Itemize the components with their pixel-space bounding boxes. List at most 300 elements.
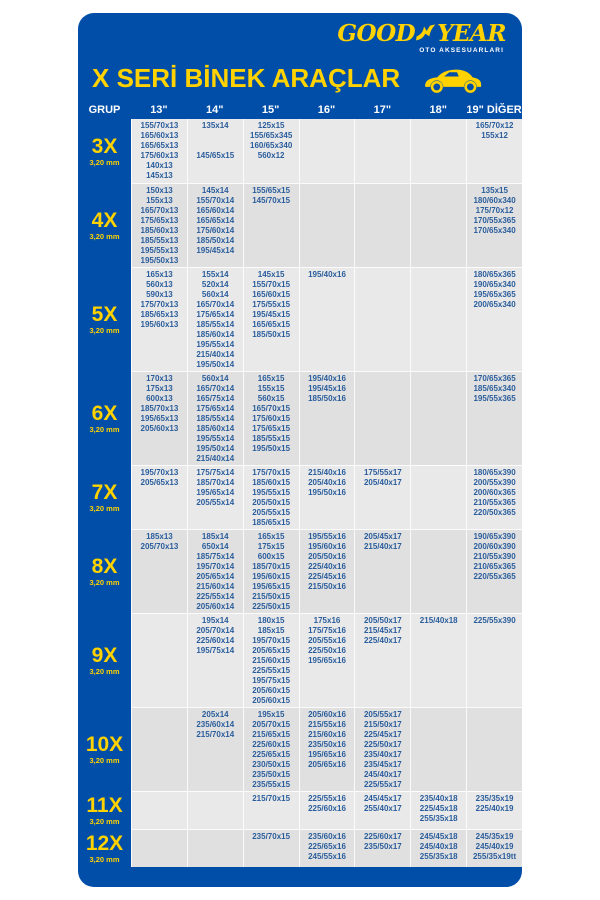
size-cell [466,465,522,529]
size-value: 195/60x16 [308,542,346,551]
size-cell [299,267,355,371]
table-row [78,829,522,867]
column-header-1: 13" [150,104,168,116]
size-value: 195/55x16 [308,532,346,541]
size-value: 210/55x365 [473,498,516,507]
size-value: 175/65x14 [196,404,235,413]
size-value: 650x14 [201,542,229,551]
size-value: 185/65x13 [140,310,179,319]
size-value: 200/60x365 [473,488,516,497]
size-cell [410,183,466,267]
size-cell [187,267,243,371]
size-value: 185/70x15 [252,562,291,571]
size-value: 215/40x18 [419,616,458,625]
size-value: 215/65x15 [252,730,291,739]
size-value: 175x16 [313,616,341,625]
size-value: 180x15 [257,616,285,625]
size-value: 255/35x19tt [472,852,517,861]
size-cell [354,529,410,613]
size-value: 165/70x14 [196,384,235,393]
size-value: 195/55x15 [252,488,291,497]
size-value: 175/55x15 [252,300,291,309]
size-value: 195/70x15 [252,636,291,645]
column-header-row [78,104,522,119]
size-value: 205/40x17 [363,478,402,487]
size-value: 185/65x340 [473,384,516,393]
size-value: 205/65x16 [308,760,346,769]
size-cell [131,267,187,371]
size-value: 175x15 [257,542,285,551]
size-value: 205/40x16 [308,478,346,487]
table-body [78,119,522,867]
size-value: 245/55x16 [308,852,346,861]
size-value: 235/50x17 [363,842,402,851]
group-label [78,183,131,267]
size-value: 185/55x15 [252,434,291,443]
size-value: 195/50x15 [252,444,291,453]
size-value: 205/50x17 [363,616,402,625]
size-value: 245/40x19 [475,842,514,851]
title-row [92,62,522,94]
size-value: 205/60x15 [252,696,291,705]
size-value: 215/40x17 [363,542,402,551]
size-value: 165/60x14 [196,206,235,215]
group-thickness: 3,20 mm [89,816,120,826]
size-value: 215/55x16 [308,720,346,729]
size-value: 205/65x14 [196,572,235,581]
table-row [78,529,522,613]
size-value: 200/65x340 [473,300,516,309]
size-cell [187,119,243,183]
size-value: 195x14 [201,616,229,625]
size-value: 195/75x15 [252,676,291,685]
wingfoot-icon [416,24,436,42]
column-header-3: 15" [261,104,280,116]
size-value: 185/60x14 [196,424,235,433]
size-value: 225/65x16 [308,842,346,851]
size-value: 255/35x18 [419,814,458,823]
size-value: 205/60x16 [308,710,346,719]
size-cell [131,529,187,613]
size-value: 205/70x14 [196,626,235,635]
size-value: 205/60x14 [196,602,235,611]
size-value: 195/65x365 [473,290,516,299]
size-cell [354,119,410,183]
size-value: 135x14 [201,121,229,130]
size-value: 235/60x14 [196,720,235,729]
size-cell [187,183,243,267]
size-cell [466,183,522,267]
size-value: 215/45x17 [363,626,402,635]
size-cell [410,791,466,829]
size-value: 195/55x13 [140,246,179,255]
size-value: 190/65x340 [473,280,516,289]
group-name: 11X [86,793,123,817]
size-value: 185/60x13 [140,226,179,235]
table-row [78,119,522,183]
column-header-5: 17" [373,104,392,116]
size-value: 155/65x15 [252,186,291,195]
size-value: 185/50x14 [196,236,235,245]
group-name: 4X [91,208,118,232]
size-value: 155/70x15 [252,280,291,289]
size-value: 140x13 [146,161,173,170]
size-value: 215/60x16 [308,730,346,739]
size-value: 175/75x14 [196,468,235,477]
size-cell [466,707,522,791]
size-value: 165x15 [257,532,285,541]
size-cell [243,119,299,183]
size-value: 185/70x14 [196,478,235,487]
size-cell [299,183,355,267]
size-cell [243,791,299,829]
size-cell [354,267,410,371]
size-value: 155x15 [257,384,285,393]
size-value: 185x13 [146,532,173,541]
group-name: 12X [85,831,124,855]
size-value: 205/45x17 [363,532,402,541]
size-cell [299,613,355,707]
table-row [78,707,522,791]
size-cell [131,119,187,183]
group-label [78,267,131,371]
size-value: 560x14 [201,290,229,299]
size-value: 195/55x14 [196,434,235,443]
size-value: 195x15 [257,710,285,719]
size-value: 225/60x15 [252,740,291,749]
size-value: 185/75x14 [196,552,235,561]
size-value: 215/40x16 [308,468,346,477]
logo-text-year: YEAR [437,20,506,47]
size-cell [354,791,410,829]
size-value: 195/65x16 [308,656,346,665]
size-cell [354,613,410,707]
size-value: 175/65x15 [252,424,291,433]
size-value: 190/65x390 [473,532,516,541]
size-value: 165/75x14 [196,394,235,403]
size-value: 245/35x19 [475,832,514,841]
size-value: 195/50x14 [196,360,235,369]
size-value: 235/40x17 [363,750,402,759]
size-value: 195/50x14 [196,444,235,453]
size-cell [466,829,522,867]
size-value: 600x15 [257,552,285,561]
size-value: 230/50x15 [252,760,291,769]
group-name: 9X [91,643,118,667]
size-value: 590x13 [146,290,173,299]
group-thickness: 3,20 mm [89,666,120,676]
size-value: 225/60x14 [196,636,235,645]
size-value: 215/40x14 [196,454,235,463]
size-value: 185/55x14 [196,414,235,423]
group-label [78,707,131,791]
size-cell [299,529,355,613]
size-cell [131,707,187,791]
size-value: 165/70x13 [140,206,179,215]
logo-subtitle: OTO AKSESUARLARI [419,47,504,54]
size-value: 195/65x16 [308,750,346,759]
size-value: 220/50x365 [473,508,516,517]
size-value: 175/60x15 [252,414,291,423]
size-value: 185/50x15 [252,330,291,339]
size-value: 235/60x16 [308,832,346,841]
group-label [78,371,131,465]
size-value: 165/70x15 [252,404,291,413]
table-row [78,371,522,465]
size-value: 205/60x13 [140,424,179,433]
group-thickness: 3,20 mm [89,503,120,513]
size-value: 245/40x17 [363,770,402,779]
size-value: 225/45x18 [419,804,458,813]
size-value: 145x13 [146,171,173,180]
table-row [78,465,522,529]
group-thickness: 3,20 mm [89,325,120,335]
size-value: 205/50x15 [252,498,291,507]
size-cell [187,791,243,829]
size-value: 245/45x17 [363,794,402,803]
size-cell [466,613,522,707]
size-value: 165/60x13 [140,131,179,140]
size-value: 185x15 [257,626,285,635]
size-value: 175/75x16 [308,626,346,635]
size-value: 155x12 [481,131,508,140]
size-value: 175/60x14 [196,226,235,235]
size-value: 235/50x16 [308,740,346,749]
group-name: 5X [91,302,118,326]
size-value: 155x13 [146,196,173,205]
size-value: 160/65x340 [250,141,293,150]
size-value: 165/70x14 [196,300,235,309]
size-value: 215/50x15 [252,592,291,601]
size-value: 255/40x17 [363,804,402,813]
size-value: 170/55x365 [473,216,516,225]
size-cell [299,119,355,183]
size-cell [466,371,522,465]
size-value: 560x12 [257,151,285,160]
size-cell [410,465,466,529]
column-header-4: 16" [317,104,336,116]
size-value: 215/70x14 [196,730,235,739]
size-value: 195/70x13 [140,468,179,477]
car-icon [420,66,482,94]
group-name: 8X [91,554,118,578]
group-thickness: 3,20 mm [89,577,120,587]
size-value: 185/60x15 [252,478,291,487]
size-value: 205/70x13 [140,542,179,551]
size-value: 225/60x17 [363,832,402,841]
size-value: 255/35x18 [419,852,458,861]
size-value: 235/55x15 [252,780,291,789]
size-value: 180/65x390 [473,468,516,477]
size-cell [187,829,243,867]
column-header-6: 18" [429,104,447,116]
size-cell [131,183,187,267]
group-label [78,829,131,867]
size-value: 205/65x15 [252,646,291,655]
size-value: 245/45x18 [419,832,458,841]
size-value: 225/50x15 [252,602,291,611]
size-value: 195/60x13 [140,320,179,329]
size-cell [243,529,299,613]
size-value: 225/65x15 [252,750,291,759]
size-value: 175/70x12 [475,206,514,215]
size-cell [187,707,243,791]
size-value: 235/40x18 [419,794,458,803]
table-row [78,613,522,707]
size-value: 235/70x15 [252,832,291,841]
size-value: 180/65x365 [473,270,516,279]
size-value: 205/60x15 [252,686,291,695]
size-cell [354,371,410,465]
size-cell [243,267,299,371]
size-value: 185/55x13 [140,236,179,245]
size-value: 175/65x13 [140,216,179,225]
size-value: 150x13 [146,186,173,195]
size-value: 195/50x16 [308,488,346,497]
size-value: 205x14 [201,710,229,719]
size-cell [410,267,466,371]
size-cell [410,613,466,707]
size-value: 125x15 [257,121,285,130]
size-value: 195/65x15 [252,582,291,591]
size-value: 185/60x14 [196,330,235,339]
group-thickness: 3,20 mm [89,854,120,864]
size-cell [410,119,466,183]
goodyear-logo [337,22,506,45]
size-value: 205/70x15 [252,720,291,729]
size-value: 145/65x15 [196,151,235,160]
size-value: 215/60x14 [196,582,235,591]
size-value: 185/55x14 [196,320,235,329]
size-value: 165/65x13 [140,141,179,150]
group-label [78,119,131,183]
size-value: 155x14 [201,270,229,279]
size-value: 225/55x390 [473,616,516,625]
size-cell [131,829,187,867]
size-value: 225/60x16 [308,804,346,813]
size-value: 195/65x13 [140,414,179,423]
size-value: 225/40x19 [475,804,514,813]
size-value: 195/75x14 [196,646,235,655]
size-value: 205/55x14 [196,498,235,507]
group-thickness: 3,20 mm [89,157,120,167]
size-value: 145x15 [257,270,285,279]
group-name: 7X [91,480,118,504]
size-cell [187,371,243,465]
size-cell [354,183,410,267]
group-label [78,791,131,829]
size-value: 170/65x340 [473,226,516,235]
size-value: 600x13 [146,394,173,403]
size-cell [131,465,187,529]
size-cell [466,791,522,829]
size-value: 235/45x17 [363,760,402,769]
size-cell [466,119,522,183]
size-value: 215/40x14 [196,350,235,359]
group-label [78,613,131,707]
size-value: 245/40x18 [419,842,458,851]
size-value: 520x14 [201,280,229,289]
size-value: 185/50x16 [308,394,346,403]
size-value: 195/40x16 [308,270,346,279]
size-cell [243,707,299,791]
size-cell [299,465,355,529]
size-value: 165x15 [257,374,285,383]
group-thickness: 3,20 mm [89,231,120,241]
size-value: 170/65x365 [473,374,516,383]
size-value: 155/70x13 [140,121,179,130]
size-cell [354,465,410,529]
size-value: 225/45x17 [363,730,402,739]
size-value: 235/35x19 [475,794,514,803]
size-value: 195/50x13 [140,256,179,265]
size-value: 215/60x15 [252,656,291,665]
size-value: 205/50x16 [308,552,346,561]
table-row [78,791,522,829]
size-value [188,141,243,151]
size-value: 185/65x15 [252,518,291,527]
size-cell [466,529,522,613]
size-cell [187,465,243,529]
size-value: 215/50x17 [363,720,402,729]
size-cell [354,829,410,867]
size-cell [299,707,355,791]
size-value: 195/40x16 [308,374,346,383]
size-cell [299,829,355,867]
size-value: 185x14 [201,532,229,541]
column-header-2: 14" [206,104,224,116]
size-cell [187,529,243,613]
size-value: 225/50x16 [308,646,346,655]
group-label [78,465,131,529]
size-value: 205/65x13 [140,478,179,487]
size-value: 185/70x13 [140,404,179,413]
size-value [188,131,243,141]
size-cell [299,371,355,465]
size-value: 175/55x17 [363,468,402,477]
size-value: 225/55x14 [196,592,235,601]
size-value: 180/60x340 [473,196,516,205]
size-value: 205/55x16 [308,636,346,645]
size-cell [299,791,355,829]
size-cell [243,465,299,529]
size-cell [131,613,187,707]
size-value: 225/55x16 [308,794,346,803]
size-value: 195/45x14 [196,246,235,255]
column-header-7: 19" DİĞER [466,104,522,116]
size-value: 560x15 [257,394,285,403]
group-thickness: 3,20 mm [89,755,120,765]
page-title: X SERİ BİNEK ARAÇLAR [92,62,401,93]
size-value: 225/50x17 [363,740,402,749]
size-value: 165/60x15 [252,290,291,299]
size-value: 220/55x365 [473,572,516,581]
size-value: 225/40x17 [363,636,402,645]
size-value: 175/65x14 [196,310,235,319]
size-value: 165/65x14 [196,216,235,225]
size-value: 195/55x14 [196,340,235,349]
size-value: 560x13 [146,280,173,289]
size-value: 135x15 [481,186,508,195]
size-value: 210/55x390 [473,552,516,561]
size-value: 155/70x14 [196,196,235,205]
size-value: 205/55x15 [252,508,291,517]
size-value: 175/70x15 [252,468,291,477]
group-thickness: 3,20 mm [89,424,120,434]
size-cell [243,183,299,267]
size-value: 195/45x15 [252,310,291,319]
size-value: 175/70x13 [140,300,179,309]
